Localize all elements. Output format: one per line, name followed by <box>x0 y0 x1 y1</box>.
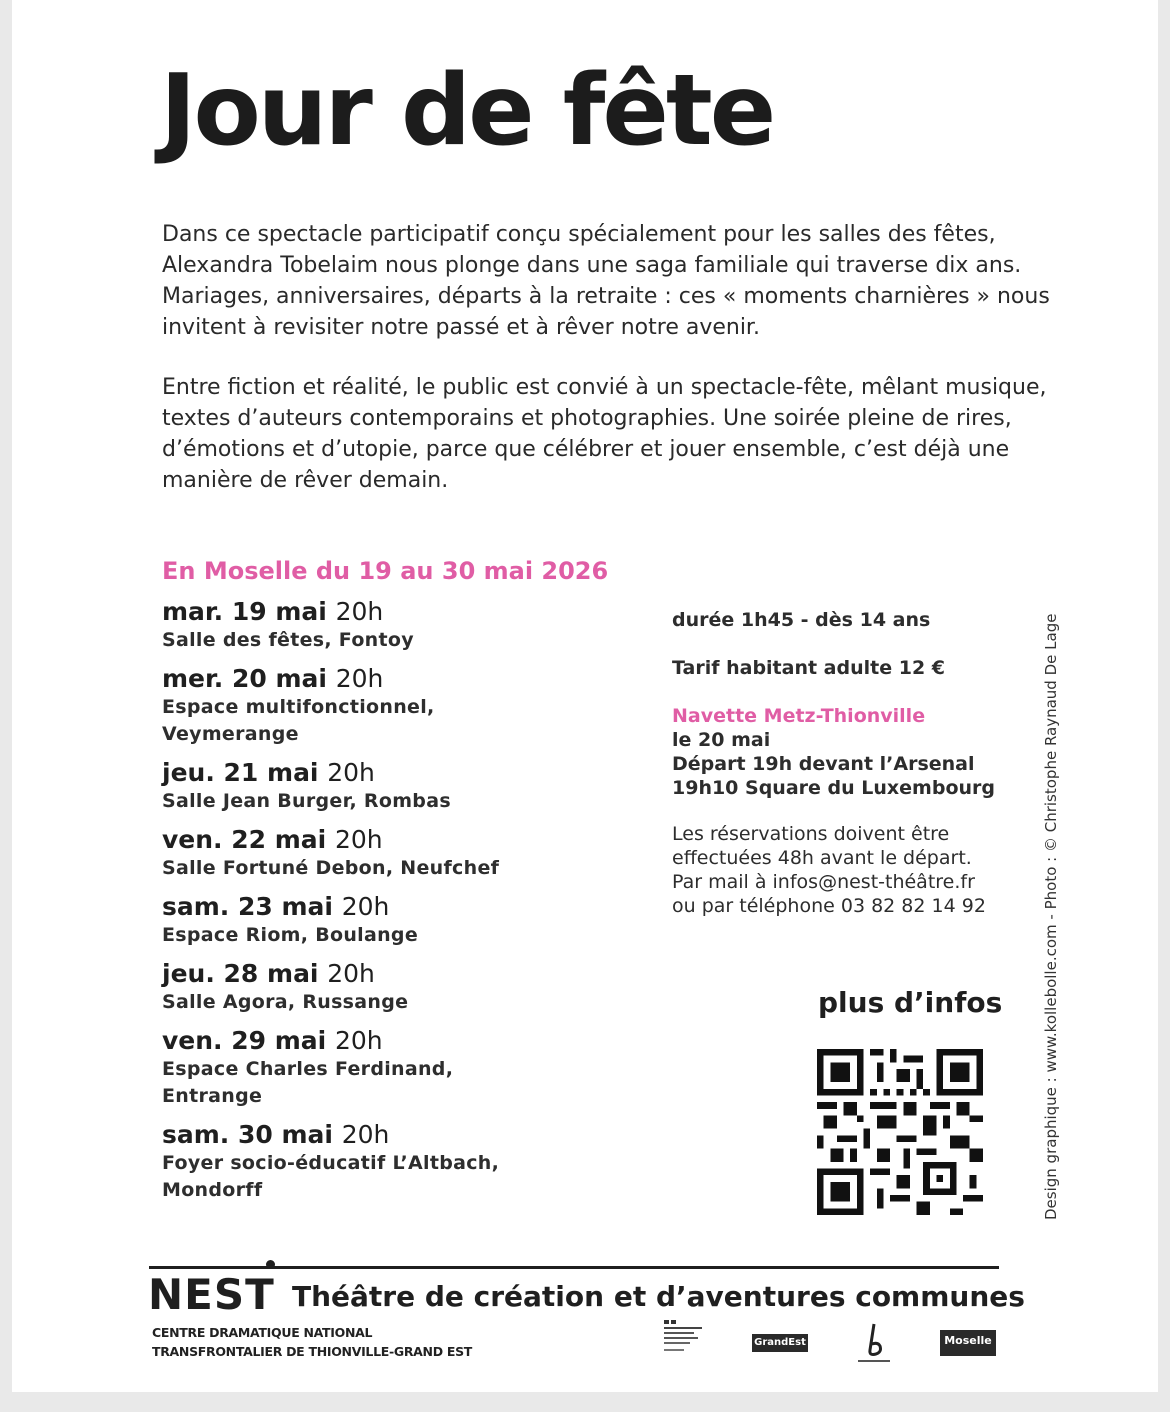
date-item <box>162 664 662 748</box>
date-time: 20h <box>334 1026 383 1055</box>
thionville-logo-icon <box>852 1320 896 1366</box>
booking-phone[interactable]: ou par téléphone 03 82 82 14 92 <box>672 895 986 917</box>
date-day: sam. 30 mai <box>162 1120 333 1149</box>
date-time: 20h <box>327 959 375 988</box>
date-time: 20h <box>341 1120 390 1149</box>
date-item <box>162 758 662 815</box>
dates-list <box>162 597 662 1214</box>
footer-tagline: Théâtre de création et d’aventures communes <box>292 1280 1025 1313</box>
date-item <box>162 1120 662 1204</box>
date-day: mer. 20 mai <box>162 664 327 693</box>
date-time: 20h <box>327 758 375 787</box>
booking-line: Les réservations doivent être <box>672 823 950 845</box>
date-venue: Salle Fortuné Debon, Neufchef <box>162 857 500 879</box>
description-paragraph-2: Entre fiction et réalité, le public est convié à un spectacle-fête, mêlant musique, textes d’auteurs contemporains et photographies. Une soirée pleine de rires, d’émotions et d’utopie, parce que célébrer et jouer ensemble, c’est déjà une manière de rêver demain. <box>162 375 1047 493</box>
date-day: ven. 22 mai <box>162 825 327 854</box>
date-venue: Espace Charles Ferdinand, Entrange <box>162 1058 454 1107</box>
date-time: 20h <box>335 664 384 693</box>
nest-logo: NEST <box>148 1270 275 1319</box>
duration-text: durée 1h45 - dès 14 ans <box>672 609 931 631</box>
qr-code-icon[interactable] <box>817 1049 983 1215</box>
date-venue: Espace Riom, Boulange <box>162 924 419 946</box>
shuttle-date: le 20 mai <box>672 729 771 751</box>
description-paragraph-1: Dans ce spectacle participatif conçu spécialement pour les salles des fêtes, Alexandra Tobelaim nous plonge dans une saga familiale qui traverse dix ans. Mariages, anniversaires, départs à la retraite : ces « moments charnières » nous invitent à revisiter notre passé et à rêver notre avenir. <box>162 222 1050 340</box>
date-day: ven. 29 mai <box>162 1026 327 1055</box>
date-venue: Espace multifonctionnel, Veymerange <box>162 696 435 745</box>
page-title: Jour de fête <box>160 54 774 168</box>
booking-line: effectuées 48h avant le départ. <box>672 847 972 869</box>
date-venue: Foyer socio-éducatif L’Altbach, Mondorff <box>162 1152 500 1201</box>
date-item <box>162 825 662 882</box>
shuttle-title: Navette Metz-Thionville <box>672 705 926 727</box>
date-time: 20h <box>335 597 384 626</box>
period-heading: En Moselle du 19 au 30 mai 2026 <box>162 557 609 585</box>
date-item <box>162 597 662 654</box>
date-time: 20h <box>341 892 390 921</box>
practical-info <box>672 608 1032 918</box>
footer-line-2: TRANSFRONTALIER DE THIONVILLE-GRAND EST <box>152 1344 472 1359</box>
flyer-page <box>12 0 1158 1392</box>
date-day: jeu. 28 mai <box>162 959 319 988</box>
grand-est-logo: GrandEst <box>752 1334 808 1352</box>
date-day: sam. 23 mai <box>162 892 333 921</box>
date-venue: Salle Jean Burger, Rombas <box>162 790 451 812</box>
prefecture-logo-icon <box>662 1318 708 1364</box>
date-item <box>162 959 662 1016</box>
footer-dot <box>266 1260 275 1269</box>
footer-divider <box>149 1266 999 1269</box>
date-day: jeu. 21 mai <box>162 758 319 787</box>
date-time: 20h <box>334 825 383 854</box>
shuttle-stop: 19h10 Square du Luxembourg <box>672 777 995 799</box>
booking-email[interactable]: Par mail à infos@nest-théâtre.fr <box>672 871 975 893</box>
more-info-label: plus d’infos <box>818 986 1003 1019</box>
date-item <box>162 892 662 949</box>
date-day: mar. 19 mai <box>162 597 327 626</box>
footer-line-1: CENTRE DRAMATIQUE NATIONAL <box>152 1325 373 1340</box>
credits-text: Design graphique : www.kollebolle.com - Photo : © Christophe Raynaud De Lage <box>1042 613 1060 1220</box>
price-text: Tarif habitant adulte 12 € <box>672 657 946 679</box>
shuttle-departure: Départ 19h devant l’Arsenal <box>672 753 975 775</box>
date-venue: Salle des fêtes, Fontoy <box>162 629 414 651</box>
moselle-logo: Moselle <box>940 1330 996 1356</box>
date-venue: Salle Agora, Russange <box>162 991 409 1013</box>
date-item <box>162 1026 662 1110</box>
